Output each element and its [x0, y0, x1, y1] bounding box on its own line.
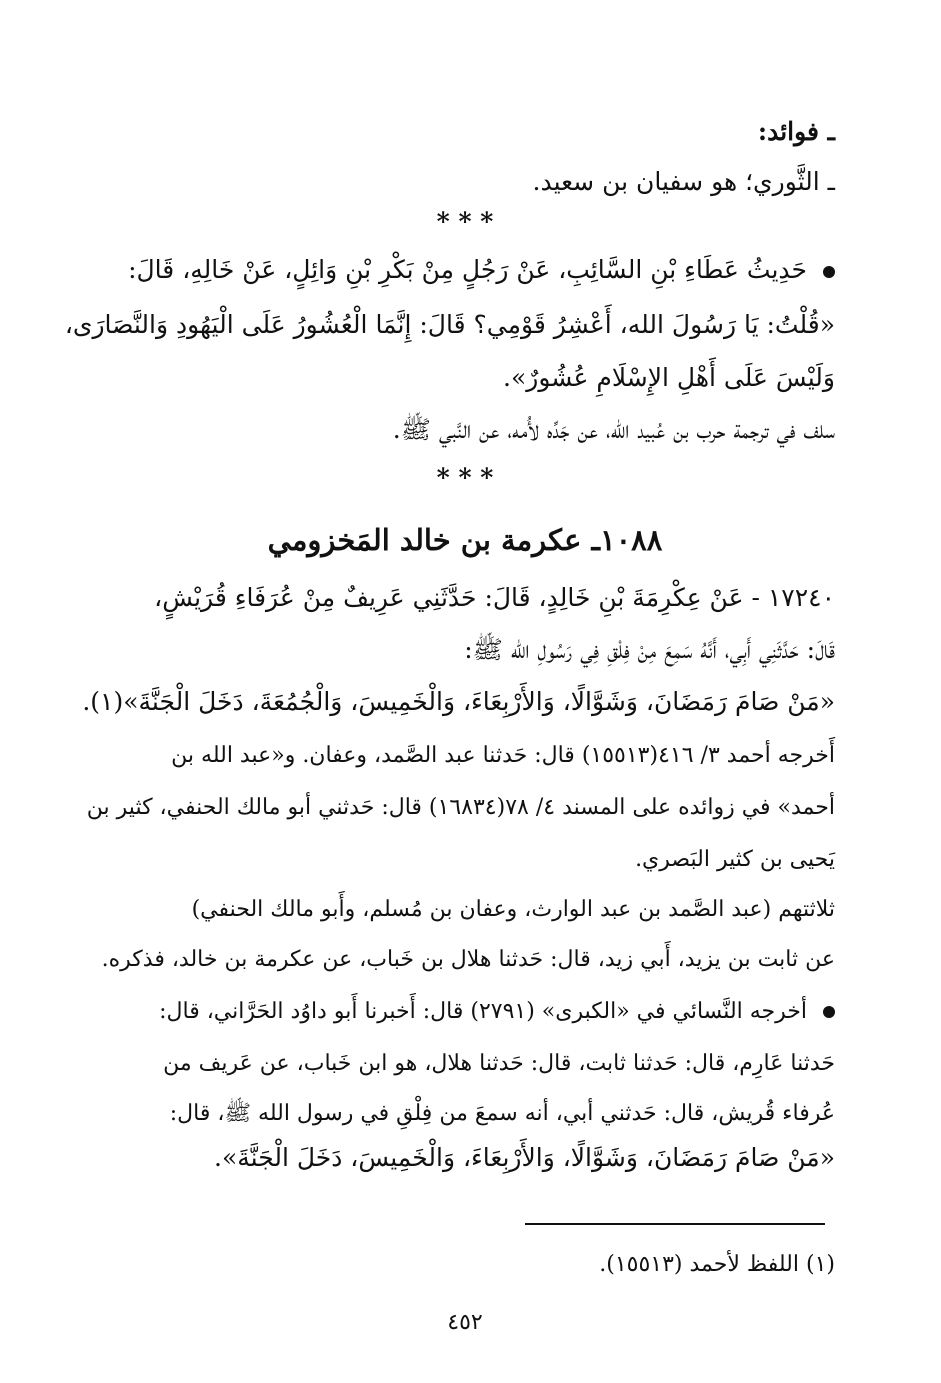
hadith-line: قَالَ: حَدَّثَنِي أَبِي، أَنَّهُ سَمِعَ مِنْ فِلْقِ فِي رَسُولِ الله ﷺ: — [464, 635, 835, 664]
takhrij-line: يَحيى بن كثير البَصري. — [635, 847, 835, 872]
page-number: ٤٥٢ — [447, 1310, 483, 1335]
bullet-icon — [823, 266, 835, 278]
takhrij-line: أحمد» في زوائده على المسند ٤/ ٧٨(١٦٨٣٤) قال: حَدثني أبو مالك الحنفي، كثير بن — [86, 795, 835, 820]
footnote: (١) اللفظ لأحمد (١٥٥١٣). — [599, 1252, 835, 1277]
hadith-line: «مَنْ صَامَ رَمَضَانَ، وَشَوَّالًا، وَالأَرْبِعَاءَ، وَالْخَمِيسَ، وَالْجُمُعَةَ، دَخَلَ الْجَنَّةَ»(١). — [82, 687, 835, 716]
hadith-line: «مَنْ صَامَ رَمَضَانَ، وَشَوَّالًا، وَالأَرْبِعَاءَ، وَالْخَمِيسَ، دَخَلَ الْجَنَّةَ». — [214, 1143, 835, 1172]
takhrij-line: حَدثنا عَارِم، قال: حَدثنا ثابت، قال: حَدثنا هلال، هو ابن خَباب، عن عَريف من — [163, 1051, 835, 1076]
hadith-line — [128, 250, 835, 290]
hadith-text: حَدِيثُ عَطَاءِ بْنِ السَّائِبِ، عَنْ رَجُلٍ مِنْ بَكْرِ بْنِ وَائِلٍ، عَنْ خَالِهِ، قَالَ: — [128, 255, 807, 284]
takhrij-line: ثلاثتهم (عبد الصَّمد بن عبد الوارث، وعفان بن مُسلم، وأَبو مالك الحنفي) — [191, 897, 835, 922]
hadith-line: وَلَيْسَ عَلَى أَهْلِ الإِسْلَامِ عُشُورٌ». — [503, 363, 835, 392]
section-separator: * * * — [436, 463, 494, 492]
footnote-divider — [525, 1223, 825, 1225]
section-separator: * * * — [436, 207, 494, 236]
takhrij-line: أَخرجه أحمد ٣/ ٤١٦(١٥٥١٣) قال: حَدثنا عبد الصَّمد، وعفان. و«عبد الله بن — [171, 743, 835, 768]
text-line: سلف في ترجمة حرب بن عُبيد الله، عن جَدِّه لأُمه، عن النَّبي ﷺ. — [392, 415, 835, 444]
takhrij-text: أخرجه النَّسائي في «الكبرى» (٢٧٩١) قال: أَخبرنا أَبو داوُد الحَرَّاني، قال: — [159, 999, 807, 1024]
text-line: ـ الثَّوري؛ هو سفيان بن سعيد. — [532, 167, 835, 196]
chapter-title: ١٠٨٨ـ عكرمة بن خالد المَخزومي — [267, 523, 663, 557]
takhrij-line: عن ثابت بن يزيد، أَبي زيد، قال: حَدثنا هلال بن خَباب، عن عكرمة بن خالد، فذكره. — [101, 947, 835, 972]
takhrij-line: عُرفاء قُريش، قال: حَدثني أبي، أنه سمعَ من فِلْقِ في رسول الله ﷺ، قال: — [169, 1101, 835, 1126]
hadith-line: «قُلْتُ: يَا رَسُولَ الله، أَعْشِرُ قَوْمِي؟ قَالَ: إِنَّمَا الْعُشُورُ عَلَى الْيَهُودِ وَالنَّصَارَى، — [64, 310, 835, 339]
takhrij-line — [159, 992, 835, 1032]
hadith-line: ١٧٢٤٠ - عَنْ عِكْرِمَةَ بْنِ خَالِدٍ، قَالَ: حَدَّثَنِي عَرِيفٌ مِنْ عُرَفَاءِ قُرَيْشٍ، — [154, 583, 835, 612]
bullet-icon — [823, 1006, 835, 1018]
benefits-heading: ـ فوائد: — [757, 117, 835, 146]
